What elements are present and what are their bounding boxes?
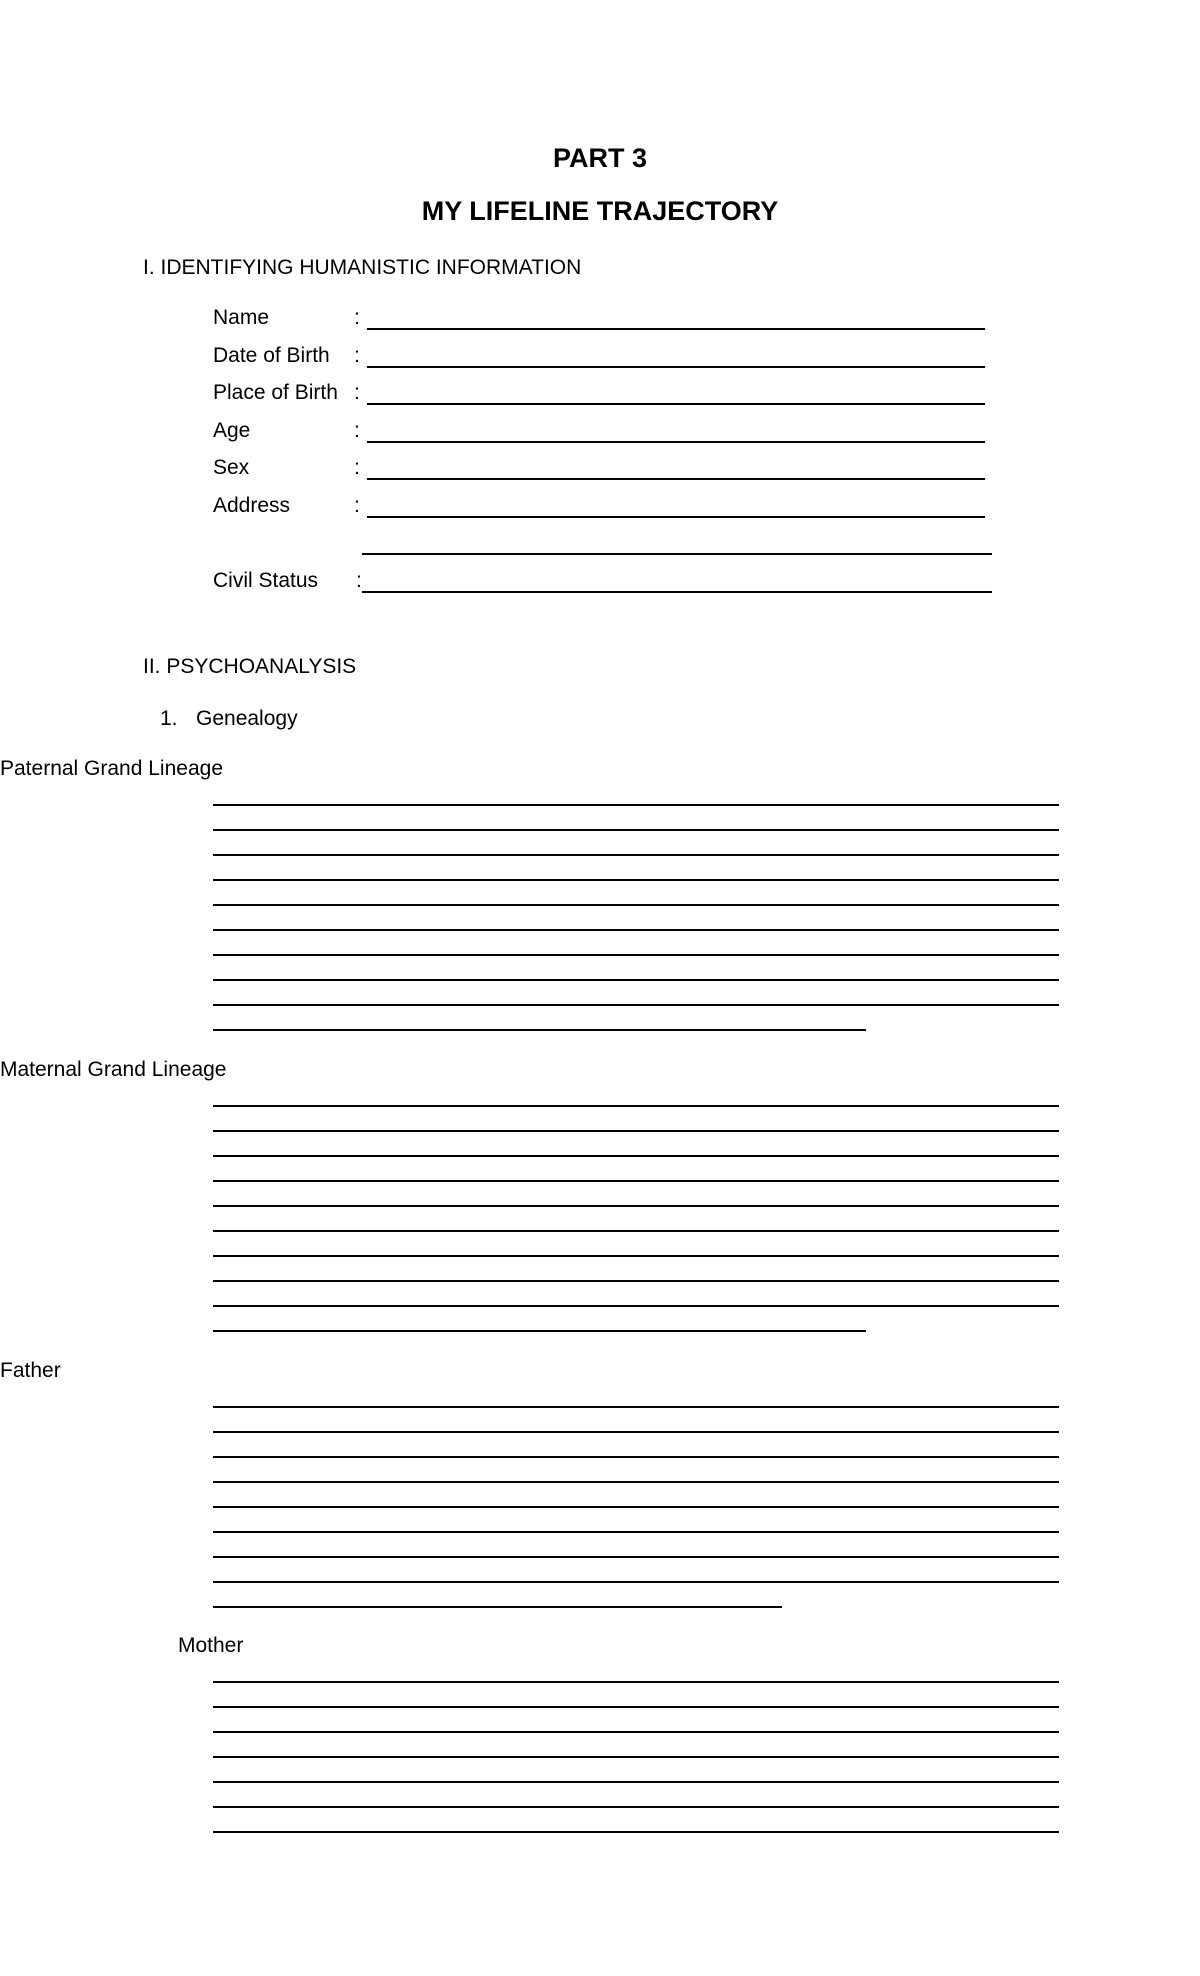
writing-line[interactable] [213, 879, 1059, 881]
writing-line[interactable] [213, 954, 1059, 956]
address-field-line[interactable] [367, 516, 985, 518]
writing-line[interactable] [213, 1756, 1059, 1758]
writing-line[interactable] [213, 1806, 1059, 1808]
writing-line[interactable] [213, 1180, 1059, 1182]
field-label-date-of-birth: Date of Birth [213, 344, 330, 367]
writing-line[interactable] [213, 1831, 1059, 1833]
part-number: PART 3 [552, 143, 647, 173]
writing-line[interactable] [213, 1681, 1059, 1683]
field-colon-date-of-birth: : [354, 344, 360, 367]
writing-line[interactable] [213, 1105, 1059, 1107]
writing-line[interactable] [213, 1155, 1059, 1157]
writing-line[interactable] [213, 1130, 1059, 1132]
writing-line[interactable] [213, 1230, 1059, 1232]
mother-label: Mother [178, 1634, 244, 1657]
writing-line[interactable] [213, 1781, 1059, 1783]
field-colon-name: : [354, 306, 360, 329]
writing-line[interactable] [213, 1531, 1059, 1533]
writing-line[interactable] [213, 804, 1059, 806]
field-colon-sex: : [354, 456, 360, 479]
writing-line[interactable] [213, 1506, 1059, 1508]
field-label-age: Age [213, 419, 251, 442]
writing-line[interactable] [213, 1280, 1059, 1282]
writing-line[interactable] [213, 1556, 1059, 1558]
paternal-grand-lineage-label: Paternal Grand Lineage [0, 757, 223, 780]
civil-status-field-line[interactable] [362, 591, 992, 593]
writing-line[interactable] [213, 1581, 1059, 1583]
writing-line[interactable] [213, 1255, 1059, 1257]
writing-line[interactable] [213, 1431, 1059, 1433]
father-label: Father [0, 1359, 61, 1382]
field-colon-address: : [354, 494, 360, 517]
genealogy-item-number: 1. [160, 707, 178, 730]
writing-line-short[interactable] [213, 1606, 782, 1608]
section-psychoanalysis-heading: II. PSYCHOANALYSIS [143, 655, 357, 678]
field-label-name: Name [213, 306, 270, 329]
writing-line[interactable] [213, 1205, 1059, 1207]
field-label-civil-status: Civil Status [213, 569, 319, 592]
genealogy-item-label: Genealogy [196, 707, 298, 730]
writing-line[interactable] [213, 904, 1059, 906]
address-second-line[interactable] [362, 553, 992, 555]
writing-line[interactable] [213, 929, 1059, 931]
age-field-line[interactable] [367, 441, 985, 443]
field-label-place-of-birth: Place of Birth [213, 381, 338, 404]
field-colon-age: : [354, 419, 360, 442]
field-colon-place-of-birth: : [354, 381, 360, 404]
field-colon-civil-status: : [356, 569, 362, 592]
sex-field-line[interactable] [367, 478, 985, 480]
writing-line[interactable] [213, 1731, 1059, 1733]
maternal-grand-lineage-label: Maternal Grand Lineage [0, 1058, 227, 1081]
date-of-birth-field-line[interactable] [367, 366, 985, 368]
writing-line[interactable] [213, 979, 1059, 981]
writing-line[interactable] [213, 1004, 1059, 1006]
writing-line[interactable] [213, 829, 1059, 831]
place-of-birth-field-line[interactable] [367, 403, 985, 405]
writing-line[interactable] [213, 854, 1059, 856]
writing-line-short[interactable] [213, 1330, 866, 1332]
writing-line[interactable] [213, 1305, 1059, 1307]
writing-line-short[interactable] [213, 1029, 866, 1031]
writing-line[interactable] [213, 1406, 1059, 1408]
writing-line[interactable] [213, 1481, 1059, 1483]
field-label-sex: Sex [213, 456, 250, 479]
name-field-line[interactable] [367, 328, 985, 330]
section-identifying-heading: I. IDENTIFYING HUMANISTIC INFORMATION [143, 256, 582, 279]
page-title: MY LIFELINE TRAJECTORY [421, 196, 779, 226]
writing-line[interactable] [213, 1706, 1059, 1708]
field-label-address: Address [213, 494, 291, 517]
writing-line[interactable] [213, 1456, 1059, 1458]
